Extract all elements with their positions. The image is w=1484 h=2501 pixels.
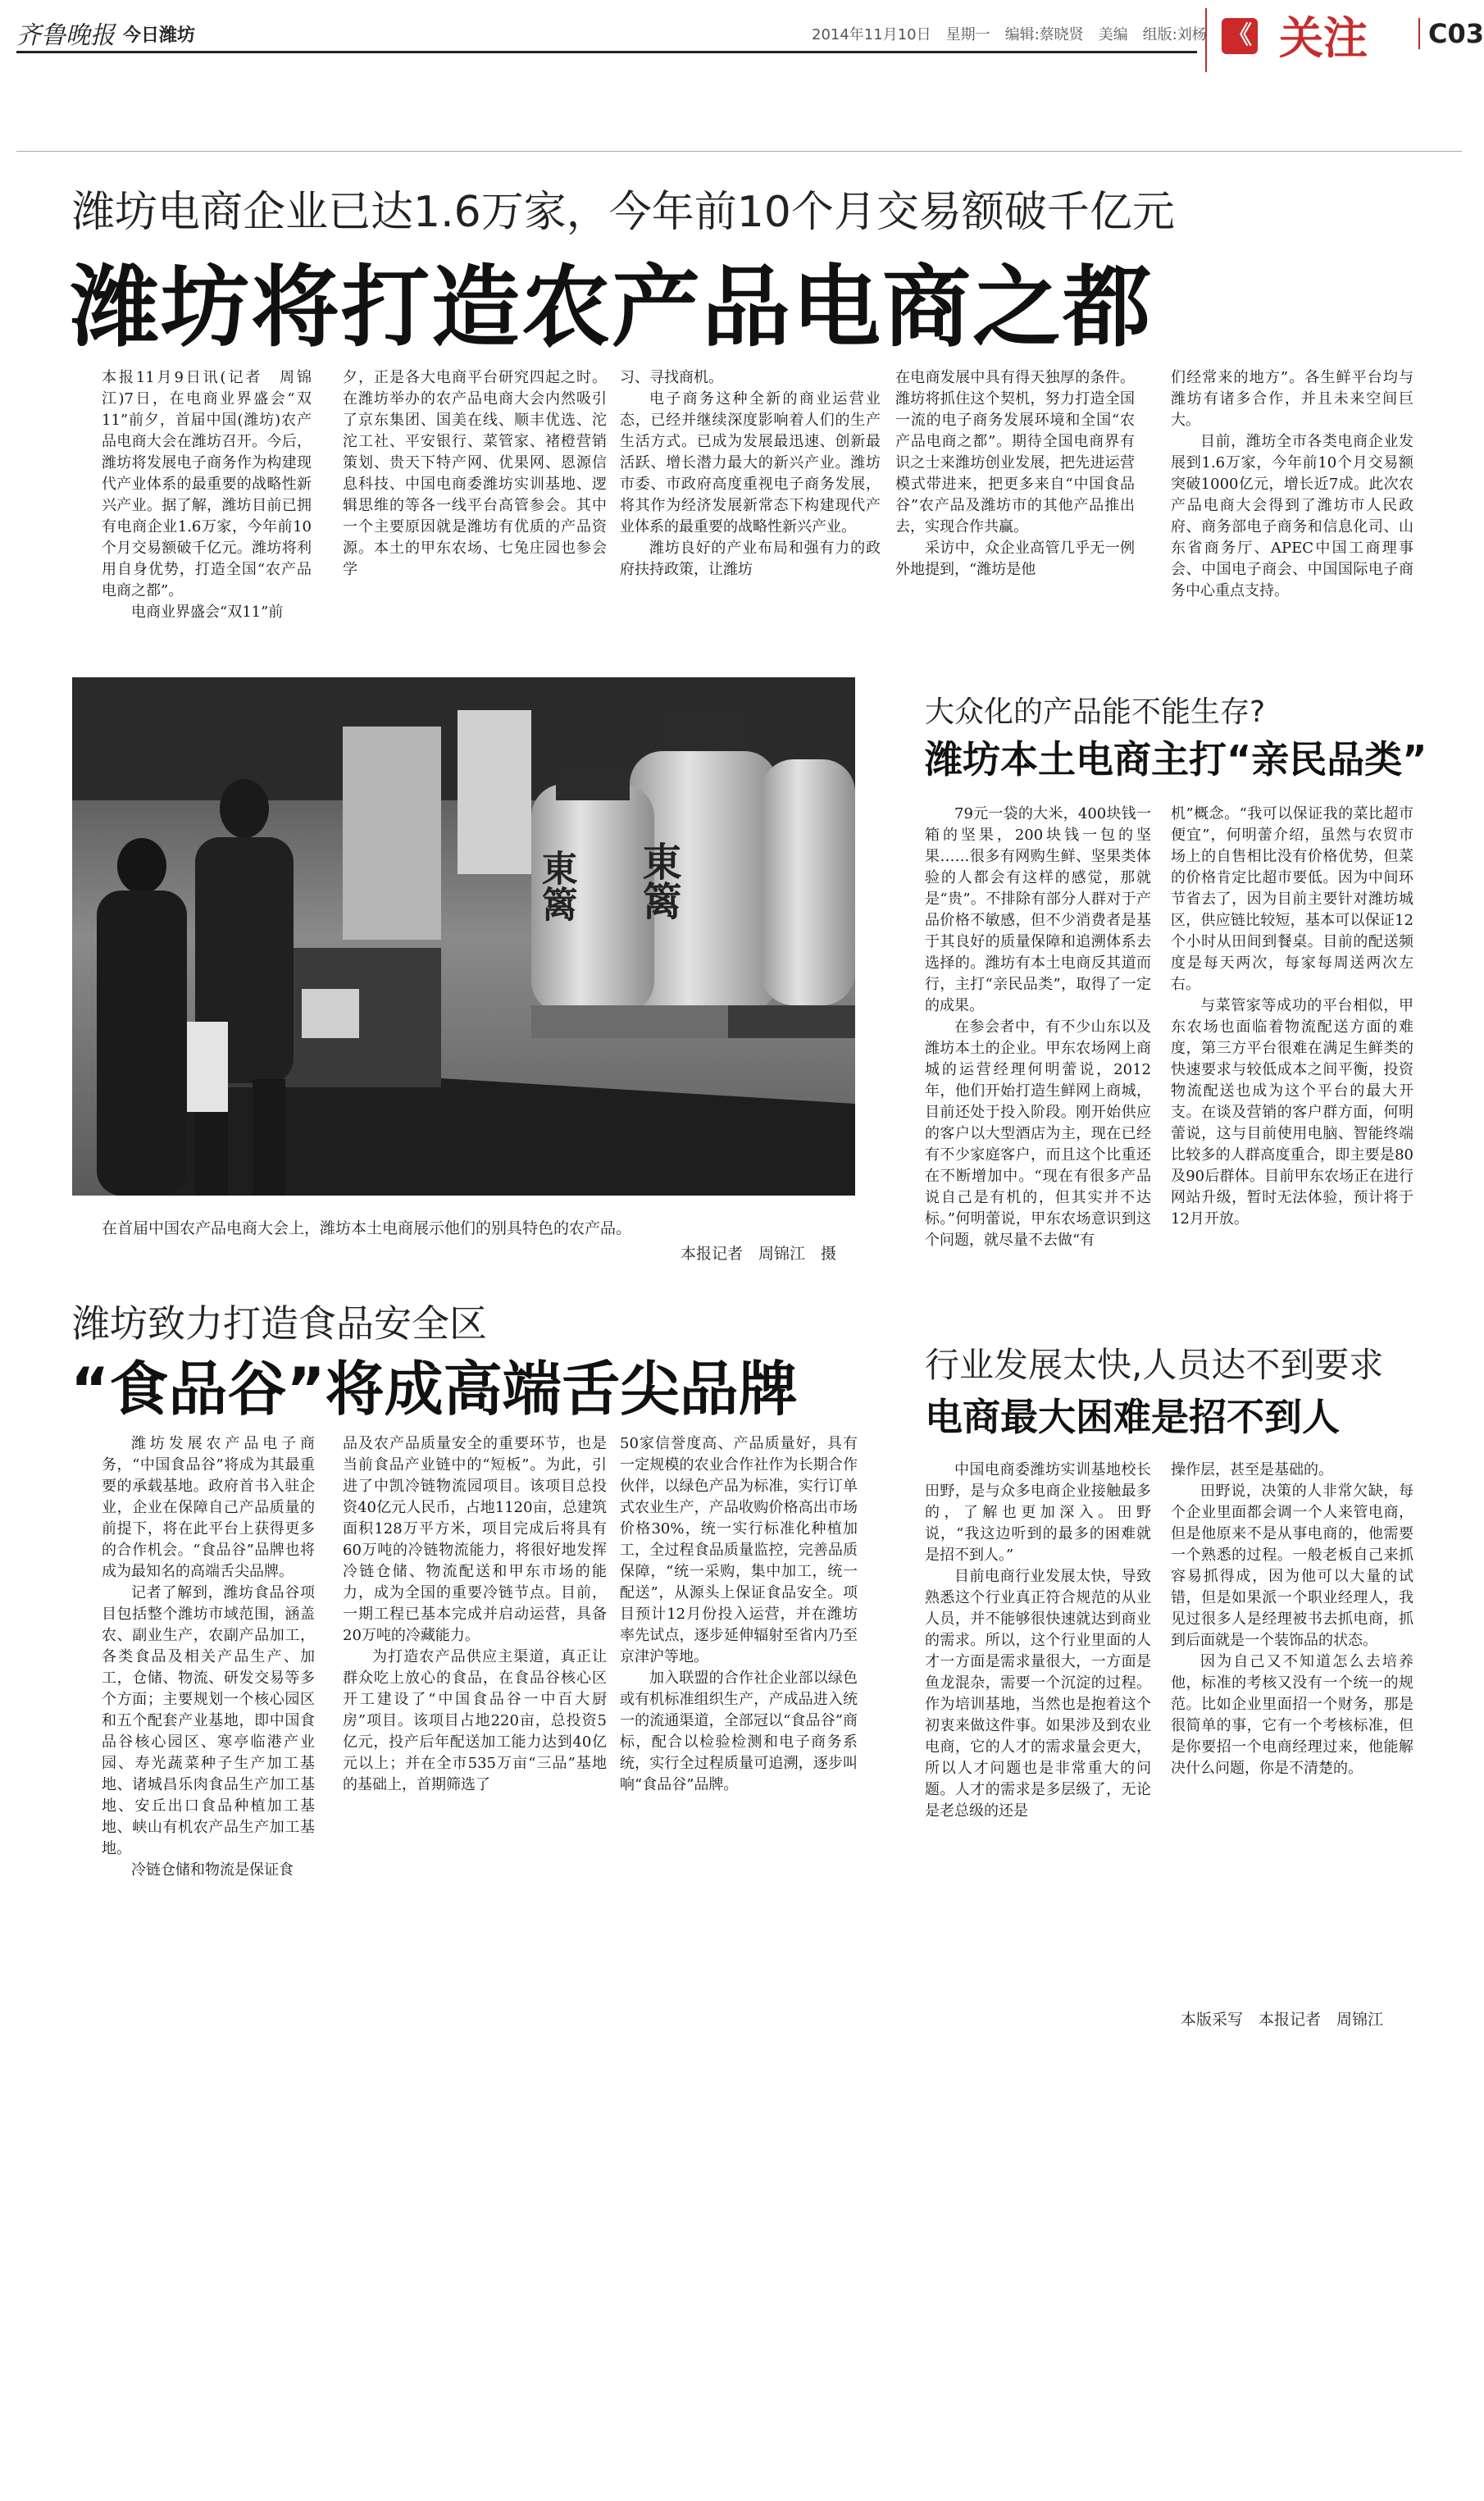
photo-caption: 在首届中国农产品电商大会上，潍坊本土电商展示他们的别具特色的农产品。	[102, 1219, 632, 1237]
paragraph: 品及农产品质量安全的重要环节，也是当前食品产业链中的“短板”。为此，引进了中凯冷链物流园项目。该项目总投资40亿元人民币，占地1120亩，总建筑面积128万平方米，项目完成后将具有60万吨的冷链物流能力，将很好地发挥冷链仓储、物流配送和甲东市场的能力，成为全国的重要冷链节点。目前，一期工程已基本完成并启动运营，具备20万吨的冷藏能力。	[343, 1435, 607, 1644]
paragraph: 夕，正是各大电商平台研究四起之时。在潍坊举办的农产品电商大会内然吸引了京东集团、国美在线、顺丰优选、沱沱工社、平安银行、菜管家、褚橙营销策划、贵天下特产网、优果网、恩源信息科技、中国电商委潍坊实训基地、逻辑思维的等各一线平台高管参会。其中一个主要原因就是潍坊有优质的产品资源。本土的甲东农场、七兔庄园也参会学	[343, 369, 607, 578]
paragraph: 本报11月9日讯(记者 周锦江)7日，在电商业界盛会“双11”前夕，首届中国(潍坊)农产品电商大会在潍坊召开。今后，潍坊将发展电子商务作为构建现代产业体系的最重要的战略性新兴产业。据了解，潍坊目前已拥有电商企业1.6万家，今年前10个月交易额破千亿元。潍坊将利用自身优势，打造全国“农产品电商之都”。	[102, 369, 312, 599]
story2-title: 潍坊本土电商主打“亲民品类”	[925, 737, 1427, 781]
news-photo	[72, 677, 855, 1196]
focus-label: 关注	[1279, 12, 1368, 64]
paragraph: 田野说，决策的人非常欠缺，每个企业里面都会调一个人来管电商，但是他原来不是从事电商的，他需要一个熟悉的过程。一般老板自己来抓容易抓得成，因为他可以大量的试错，但是如果派一个职业经理人，我见过很多人是经理被书去抓电商，抓到后面就是一个装饰品的状态。	[1171, 1483, 1413, 1649]
story1-column-1	[102, 367, 312, 646]
story4-column-1	[925, 1460, 1151, 1984]
page-number: C03	[1418, 18, 1484, 49]
story4-title: 电商最大困难是招不到人	[925, 1395, 1340, 1439]
paragraph: 采访中，众企业高管几乎无一例外地提到，“潍坊是他	[895, 540, 1135, 578]
story1-column-5	[1171, 367, 1413, 646]
story2-subtitle: 大众化的产品能不能生存?	[925, 695, 1266, 729]
story2-column-1	[925, 804, 1151, 1312]
story2-column-2	[1171, 804, 1413, 1312]
story3-subtitle: 潍坊致力打造食品安全区	[72, 1301, 487, 1346]
story4-subtitle: 行业发展太快,人员达不到要求	[925, 1345, 1384, 1385]
paragraph: 加入联盟的合作社企业部以绿色或有机标准组织生产，产成品进入统一的流通渠道，全部冠以“食品谷”商标，配合以检验检测和电子商务系统，实行全过程质量可追溯，逐步叫响“食品谷”品牌。	[620, 1670, 858, 1793]
newspaper-logo: 齐鲁晚报	[16, 21, 115, 50]
paragraph: 冷链仓储和物流是保证食	[131, 1861, 294, 1879]
paragraph: 潍坊发展农产品电子商务，“中国食品谷”将成为其最重要的承载基地。政府首书入驻企业，企业在保障自己产品质量的前提下，将在此平台上获得更多的合作机会。“食品谷”品牌也将成为最知名的高端舌尖品牌。	[102, 1435, 315, 1580]
paragraph: 电子商务这种全新的商业运营业态，已经并继续深度影响着人们的生产生活方式。已成为发展最迅速、创新最活跃、增长潜力最大的新兴产业。潍坊市委、市政府高度重视电子商务发展，将其作为经济发展新常态下构建现代产业体系的最重要的战略性新兴产业。	[620, 390, 881, 535]
page-rule	[16, 151, 1462, 152]
story3-title: “食品谷”将成高端舌尖品牌	[71, 1355, 798, 1424]
paragraph: 记者了解到，潍坊食品谷项目包括整个潍坊市域范围，涵盖农、副业生产，农副产品加工，各类食品及相关产品生产、加工，仓储、物流、研发交易等多个方面；主要规划一个核心园区和五个配套产业基地，即中国食品谷核心园区、寒亭临港产业园、寿光蔬菜种子生产加工基地、诸城昌乐肉食品生产加工基地、安丘出口食品种植加工基地、峡山有机农产品生产加工基地。	[102, 1584, 315, 1857]
jar-label: 東篱	[635, 841, 681, 920]
story1-column-3	[620, 367, 881, 646]
story1-column-2	[343, 367, 607, 646]
paragraph: 因为自己又不知道怎么去培养他，标准的考核又没有一个统一的规范。比如企业里面招一个财务，那是很简单的事，它有一个考核标准，但是你要招一个电商经理过来，他能解决什么问题，你是不清楚的。	[1171, 1653, 1413, 1777]
paragraph: 为打造农产品供应主渠道，真正让群众吃上放心的食品，在食品谷核心区开工建设了“中国食品谷一中百大厨房”项目。该项目占地220亩，总投资5亿元，投产后年配送加工能力达到40亿元以上；并在全市535万亩“三品”基地的基础上，首期筛选了	[343, 1648, 607, 1793]
paragraph: 中国电商委潍坊实训基地校长田野，是与众多电商企业接触最多的，了解也更加深入。田野说，“我这边听到的最多的困难就是招不到人。”	[925, 1461, 1151, 1564]
header-rule	[16, 51, 1197, 53]
paragraph: 电商业界盛会“双11”前	[131, 604, 284, 621]
paragraph: 机”概念。“我可以保证我的菜比超市便宜”，何明蕾介绍，虽然与农贸市场上的自售相比没有价格优势，但菜的价格肯定比超市要低。因为中间环节省去了，因为目前主要针对潍坊城区，供应链比较短，基本可以保证12个小时从田间到餐桌。目前的配送频度是每天两次，每家每周送两次左右。	[1171, 805, 1413, 993]
jar-label: 東篱	[535, 850, 577, 922]
paragraph: 与菜管家等成功的平台相似，甲东农场也面临着物流配送方面的难度，第三方平台很难在满足生鲜类的快速要求与较低成本之间平衡，投资物流配送也成为这个平台的最大开支。在谈及营销的客户群方面，何明蕾说，这与目前使用电脑、智能终端比较多的人群高度重合，即主要是80及90后群体。目前甲东农场正在进行网站升级，暂时无法体验，预计将于12月开放。	[1171, 997, 1413, 1228]
story3-column-3	[620, 1433, 858, 2007]
paragraph: 潍坊良好的产业布局和强有力的政府扶持政策，让潍坊	[620, 540, 881, 578]
paragraph: 目前，潍坊全市各类电商企业发展到1.6万家，今年前10个月交易额突破1000亿元，增长近7成。此次农产品电商大会得到了潍坊市人民政府、商务部电子商务和信息化司、山东省商务厅、APEC中国工商理事会、中国电子商会、中国国际电子商务中心重点支持。	[1171, 433, 1413, 599]
exhibition-photo-illustration	[72, 677, 855, 1196]
paragraph: 目前电商行业发展太快，导致熟悉这个行业真正符合规范的从业人员，并不能够很快速就达到商业的需求。所以，这个行业里面的人才一方面是需求量很大，一方面是鱼龙混杂，需要一个沉淀的过程。作为培训基地，当然也是抱着这个初衷来做这件事。如果涉及到农业电商，它的人才的需求量会更大，所以人才问题也是非常重大的问题。人才的需求是多层级了，无论是老总级的还是	[925, 1568, 1151, 1820]
section-label: 今日潍坊	[123, 25, 196, 46]
story1-column-4	[895, 367, 1135, 646]
story3-column-2	[343, 1433, 607, 2007]
paragraph: 79元一袋的大米，400块钱一箱的坚果，200块钱一包的坚果……很多有网购生鲜、坚果类体验的人都会有这样的感觉，那就是“贵”。不排除有部分人群对于产品价格不敏感，但不少消费者是基于其良好的质量保障和追溯体系去选择的。潍坊有本土电商反其道而行，主打“亲民品类”，取得了一定的成果。	[925, 805, 1151, 1014]
chevron-left-icon: 《	[1222, 18, 1258, 54]
story1-title: 潍坊将打造农产品电商之都	[71, 257, 1154, 359]
story3-column-1	[102, 1433, 315, 2007]
story4-column-2	[1171, 1460, 1413, 1984]
photo-credit: 本报记者 周锦江 摄	[681, 1245, 837, 1263]
paragraph: 习、寻找商机。	[620, 369, 723, 386]
paragraph: 在参会者中，有不少山东以及潍坊本土的企业。甲东农场网上商城的运营经理何明蕾说，2012年，他们开始打造生鲜网上商城，目前还处于投入阶段。刚开始供应的客户以大型酒店为主，现在已经有不少家庭客户，而且这个比重还在不断增加中。“现在有很多产品说自己是有机的，但其实并不达标。”何明蕾说，甲东农场意识到这个问题，就尽量不去做“有	[925, 1018, 1151, 1249]
paragraph: 50家信誉度高、产品质量好，具有一定规模的农业合作社作为长期合作伙伴，以绿色产品为标准，实行订单式农业生产，产品收购价格高出市场价格30%，统一实行标准化种植加工，全过程食品质量监控，完善品质保障，“统一采购，集中加工，统一配送”，从源头上保证食品安全。项目预计12月份投入运营，并在潍坊率先试点，逐步延伸辐射至省内乃至京津沪等地。	[620, 1435, 858, 1665]
story1-subtitle: 潍坊电商企业已达1.6万家，今年前10个月交易额破千亿元	[72, 188, 1175, 237]
paragraph: 们经常来的地方”。各生鲜平台均与潍坊有诸多合作，并且未来空间巨大。	[1171, 369, 1413, 429]
story-credit: 本版采写 本报记者 周锦江	[1181, 2011, 1384, 2029]
paragraph: 在电商发展中具有得天独厚的条件。潍坊将抓住这个契机，努力打造全国一流的电子商务发展环境和全国“农产品电商之都”。期待全国电商界有识之士来潍坊创业发展，把先进运营模式带进来，把更多来自“中国食品谷”农产品及潍坊市的其他产品推出去，实现合作共赢。	[895, 369, 1135, 535]
paragraph: 操作层，甚至是基础的。	[1171, 1461, 1333, 1478]
issue-meta: 2014年11月10日 星期一 编辑:蔡晓贤 美编 组版:刘杨	[812, 26, 1207, 43]
